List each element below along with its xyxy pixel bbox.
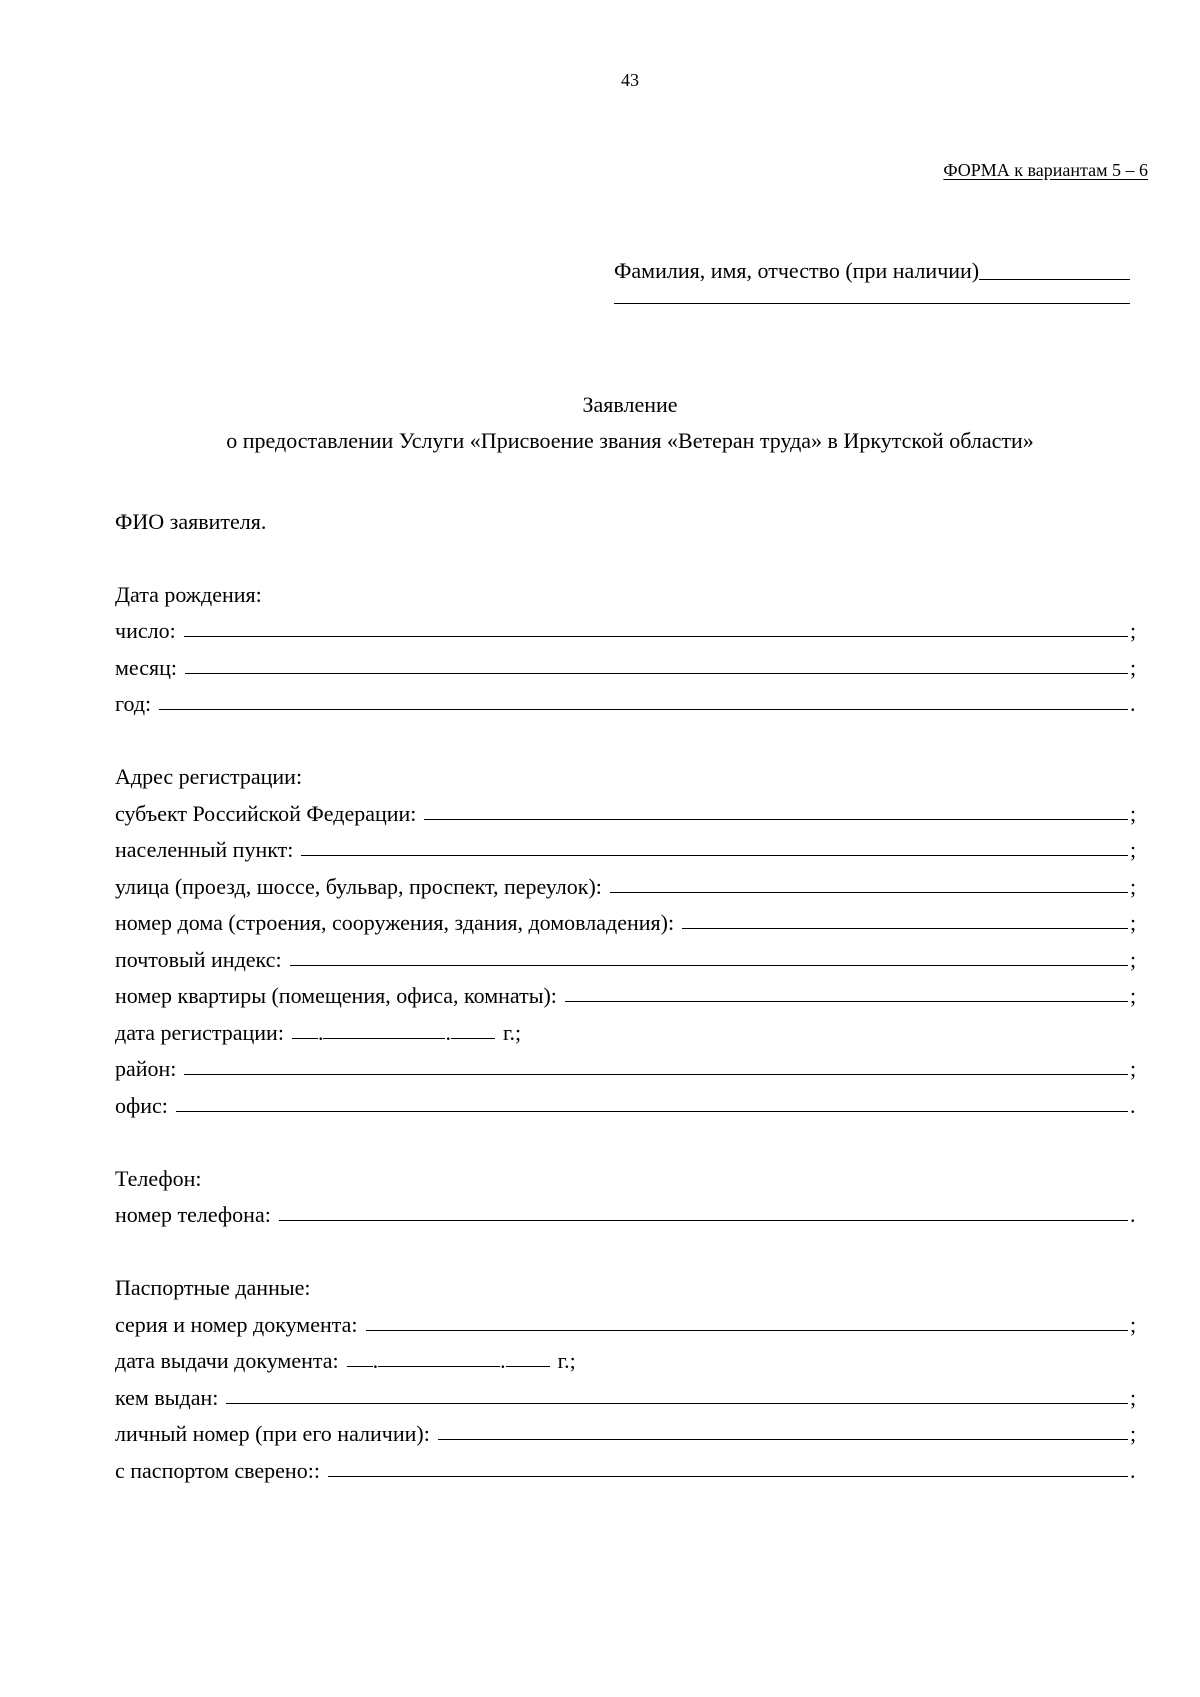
address-house-label: номер дома (строения, сооружения, здания, домовладения):	[115, 910, 675, 935]
issue-date-suffix: г.;	[557, 1348, 576, 1373]
phone-number-row	[115, 1192, 1138, 1229]
address-locality-row	[115, 827, 1138, 864]
fio-header-label: Фамилия, имя, отчество (при наличии)	[614, 258, 980, 283]
passport-issued-by-field[interactable]	[226, 1402, 1128, 1404]
address-district-row	[115, 1046, 1138, 1083]
punct: .	[1130, 1457, 1136, 1483]
address-office-field[interactable]	[176, 1110, 1128, 1112]
passport-verified-field[interactable]	[328, 1475, 1128, 1477]
address-apartment-field[interactable]	[565, 1000, 1128, 1002]
passport-personal-number-row	[115, 1411, 1138, 1448]
birth-year-label: год:	[115, 691, 152, 716]
address-subject-field[interactable]	[424, 818, 1128, 820]
punct: ;	[1130, 910, 1137, 935]
passport-heading: Паспортные данные:	[115, 1275, 311, 1300]
birth-day-row	[115, 608, 1138, 645]
passport-issued-by-row	[115, 1374, 1138, 1411]
passport-issue-date-row	[115, 1338, 1138, 1375]
passport-series-row	[115, 1301, 1138, 1338]
date-separator: .	[372, 1348, 379, 1373]
passport-series-field[interactable]	[366, 1329, 1128, 1331]
date-separator: .	[317, 1019, 324, 1045]
applicant-fio-row	[115, 498, 1138, 535]
address-office-row	[115, 1082, 1138, 1119]
passport-series-label: серия и номер документа:	[115, 1311, 358, 1337]
punct: ;	[1130, 654, 1137, 680]
birth-year-field[interactable]	[159, 708, 1128, 710]
address-subject-label: субъект Российской Федерации:	[115, 800, 417, 826]
page-number: 43	[621, 70, 639, 90]
reg-date-year-field[interactable]	[451, 1037, 495, 1039]
birth-month-label: месяц:	[115, 654, 178, 680]
address-district-label: район:	[115, 1056, 177, 1081]
address-heading-row	[115, 754, 1138, 791]
punct: .	[1130, 1092, 1136, 1118]
punct: ;	[1130, 1421, 1137, 1446]
birth-month-field[interactable]	[185, 672, 1128, 674]
form-body	[115, 498, 1138, 1484]
punct: .	[1130, 691, 1136, 716]
document-title: Заявление	[582, 392, 678, 417]
address-reg-date-row	[115, 1009, 1138, 1046]
phone-heading-row	[115, 1155, 1138, 1192]
birth-heading-row	[115, 571, 1138, 608]
passport-verified-row	[115, 1447, 1138, 1484]
passport-heading-row	[115, 1265, 1138, 1302]
phone-number-label: номер телефона:	[115, 1202, 271, 1227]
reg-date-suffix: г.;	[502, 1019, 522, 1045]
phone-heading: Телефон:	[115, 1165, 202, 1191]
address-locality-label: населенный пункт:	[115, 837, 294, 862]
reg-date-day-field[interactable]	[292, 1037, 318, 1039]
address-reg-date-label: дата регистрации:	[115, 1019, 284, 1045]
address-house-field[interactable]	[682, 927, 1128, 929]
passport-personal-number-field[interactable]	[438, 1438, 1128, 1440]
address-apartment-row	[115, 973, 1138, 1010]
address-locality-field[interactable]	[301, 854, 1128, 856]
birth-day-field[interactable]	[184, 635, 1128, 637]
punct: ;	[1130, 983, 1137, 1008]
punct: .	[1130, 1202, 1136, 1227]
issue-date-day-field[interactable]	[347, 1365, 373, 1367]
date-separator: .	[445, 1019, 451, 1045]
date-separator: .	[500, 1348, 506, 1373]
fio-header-field-2[interactable]	[614, 302, 1130, 304]
applicant-fio-label: ФИО заявителя.	[115, 508, 267, 534]
address-district-field[interactable]	[184, 1073, 1128, 1075]
document-subtitle: о предоставлении Услуги «Присвоение звания «Ветеран труда» в Иркутской области»	[226, 428, 1034, 453]
address-subject-row	[115, 790, 1138, 827]
passport-personal-number-label: личный номер (при его наличии):	[115, 1421, 430, 1446]
punct: ;	[1130, 1384, 1137, 1410]
birth-year-row	[115, 681, 1138, 718]
punct: ;	[1130, 1056, 1137, 1081]
birth-day-label: число:	[115, 618, 176, 643]
address-office-label: офис:	[115, 1092, 168, 1118]
address-apartment-label: номер квартиры (помещения, офиса, комнаты):	[115, 983, 557, 1008]
issue-date-month-field[interactable]	[378, 1365, 500, 1367]
passport-verified-label: с паспортом сверено::	[115, 1457, 320, 1483]
address-postcode-row	[115, 936, 1138, 973]
punct: ;	[1130, 946, 1137, 972]
birth-heading: Дата рождения:	[115, 581, 262, 607]
issue-date-year-field[interactable]	[506, 1365, 550, 1367]
address-street-label: улица (проезд, шоссе, бульвар, проспект, переулок):	[115, 873, 602, 899]
fio-header-block	[614, 256, 1130, 304]
address-house-row	[115, 900, 1138, 937]
punct: ;	[1130, 618, 1137, 643]
address-heading: Адрес регистрации:	[115, 764, 303, 789]
form-reference: ФОРМА к вариантам 5 – 6	[943, 160, 1148, 180]
address-street-row	[115, 863, 1138, 900]
punct: ;	[1130, 800, 1137, 826]
punct: ;	[1130, 837, 1137, 862]
phone-number-field[interactable]	[279, 1219, 1128, 1221]
punct: ;	[1130, 1311, 1137, 1337]
punct: ;	[1130, 873, 1137, 899]
passport-issue-date-label: дата выдачи документа:	[115, 1348, 339, 1373]
fio-header-line	[614, 256, 1130, 284]
address-street-field[interactable]	[610, 891, 1128, 893]
fio-header-field[interactable]	[979, 278, 1130, 280]
reg-date-month-field[interactable]	[323, 1037, 445, 1039]
passport-issued-by-label: кем выдан:	[115, 1384, 219, 1410]
address-postcode-label: почтовый индекс:	[115, 946, 282, 972]
birth-month-row	[115, 644, 1138, 681]
address-postcode-field[interactable]	[290, 964, 1128, 966]
